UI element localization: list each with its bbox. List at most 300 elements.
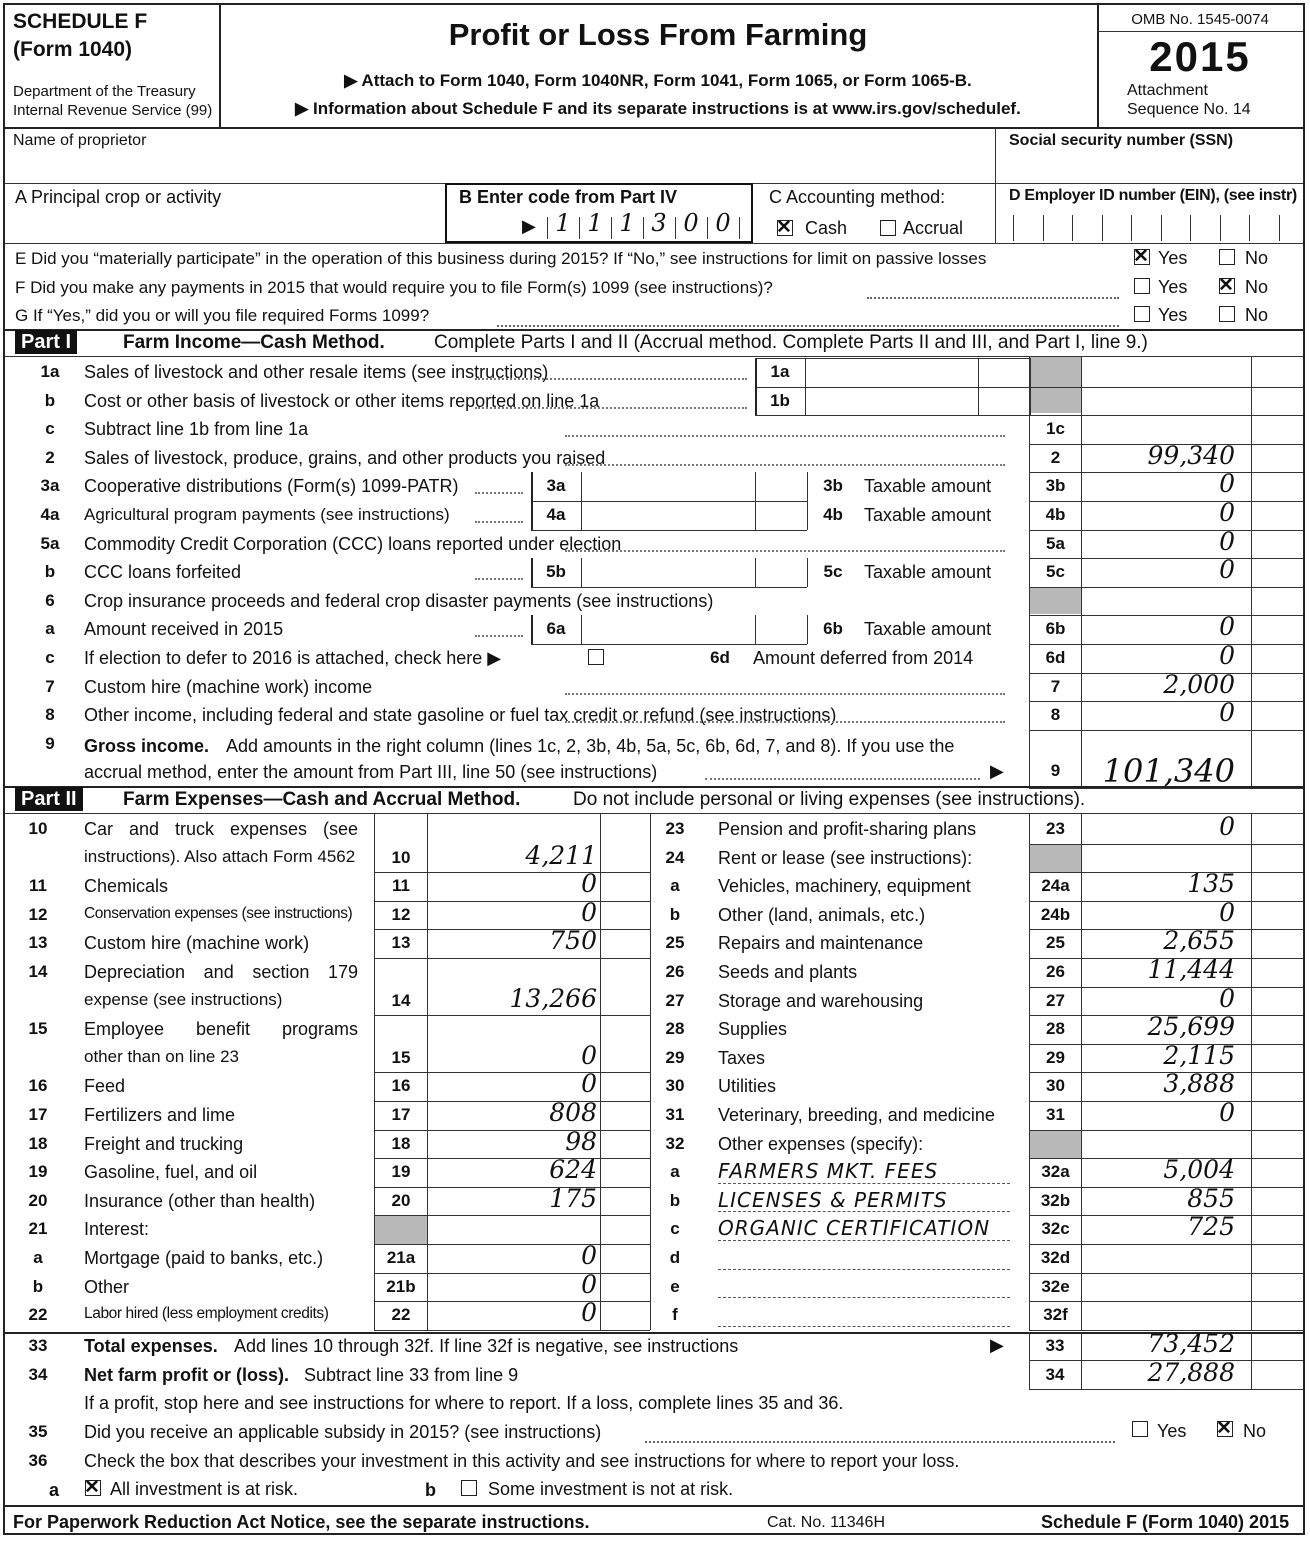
box-label: 18 (391, 1133, 411, 1153)
f-yes-checkbox[interactable] (1134, 278, 1150, 294)
other-expense-description[interactable]: FARMERS MKT. FEES (718, 1159, 939, 1184)
line-number: 5a (40, 533, 60, 553)
shaded-cell (1030, 357, 1081, 413)
divider (755, 558, 756, 587)
leader-dots (475, 521, 523, 523)
divider (805, 387, 806, 416)
other-expense-description[interactable]: ORGANIC CERTIFICATION (718, 1216, 991, 1241)
line-text: Gasoline, fuel, and oil (84, 1162, 258, 1183)
line-number: 2 (45, 447, 55, 467)
divider (1190, 215, 1191, 241)
divider (531, 587, 807, 588)
divider (755, 501, 756, 530)
line-text: Rent or lease (see instructions): (718, 847, 973, 868)
line-text: Agricultural program payments (see instructions) (84, 505, 450, 524)
box-label: 11 (392, 876, 410, 896)
box-label: 30 (1046, 1076, 1065, 1096)
box-label: 27 (1046, 990, 1065, 1010)
leader-dots (565, 693, 1005, 695)
sub-line-text: Amount deferred from 2014 (753, 648, 974, 668)
divider (755, 472, 756, 501)
line-number: 25 (665, 933, 685, 953)
divider (1030, 387, 1031, 416)
line-text: Sales of livestock, produce, grains, and other products you raised (84, 447, 606, 468)
box-label: 14 (391, 990, 411, 1010)
divider (1029, 1332, 1030, 1389)
line-number: 33 (28, 1336, 48, 1355)
line-text: Custom hire (machine work) income (84, 676, 373, 697)
line-number: 4a (40, 505, 60, 524)
shaded-cell (1030, 845, 1081, 873)
line-number: 7 (45, 676, 55, 696)
line-9-amount[interactable]: 101,340 (1102, 751, 1235, 790)
shaded-cell (1030, 1131, 1081, 1159)
e-no-checkbox[interactable] (1219, 249, 1235, 265)
divider (374, 1330, 650, 1331)
line-34-bold: Net farm profit or (loss). (84, 1365, 290, 1385)
line-number: 12 (28, 904, 48, 924)
principal-crop-field[interactable] (5, 210, 441, 240)
divider (531, 501, 807, 502)
line-35-no-checkbox[interactable] (1217, 1421, 1233, 1437)
some-not-at-risk-checkbox[interactable] (461, 1480, 477, 1496)
part1-title: Farm Income—Cash Method. (123, 332, 385, 353)
line-24b-amount[interactable]: 0 (1219, 897, 1235, 927)
line-23-amount[interactable]: 0 (1219, 812, 1235, 841)
box-label: 16 (391, 1076, 411, 1096)
line-number: 18 (28, 1133, 48, 1153)
sequence-number: Sequence No. 14 (1127, 101, 1251, 118)
box-label: 25 (1046, 933, 1065, 953)
line-9-text-2: accrual method, enter the amount from Part III, line 50 (see instructions) (84, 761, 658, 782)
sub-line-number: 3b (823, 476, 843, 496)
right-box-label: 5c (1046, 562, 1065, 582)
leader-dots (867, 297, 1119, 299)
g-yes-checkbox[interactable] (1134, 306, 1150, 322)
other-expense-description[interactable]: LICENSES & PERMITS (718, 1187, 948, 1212)
line-text: Other (84, 1276, 130, 1297)
line-5a-amount[interactable]: 0 (1219, 526, 1235, 556)
ssn-field[interactable] (997, 151, 1303, 183)
line-text: Veterinary, breeding, and medicine (718, 1105, 995, 1125)
line-20-amount[interactable]: 175 (549, 1183, 597, 1213)
defer-election-checkbox[interactable] (588, 649, 604, 665)
line-14-amount[interactable]: 13,266 (509, 983, 597, 1013)
line-number: 14 (28, 962, 48, 981)
catalog-number: Cat. No. 11346H (767, 1514, 885, 1531)
divider (1251, 356, 1252, 786)
divider (581, 615, 582, 644)
line-6b-amount[interactable]: 0 (1219, 612, 1235, 642)
line-number: 24 (665, 847, 685, 867)
divider (1097, 31, 1305, 32)
right-box-label: 4b (1045, 505, 1066, 524)
leader-dots (705, 778, 980, 780)
divider (1029, 730, 1305, 731)
no-label: No (1245, 248, 1269, 268)
right-box-label: 6d (1045, 648, 1066, 667)
part2-title: Farm Expenses—Cash and Accrual Method. (123, 789, 521, 810)
line-number: 17 (28, 1105, 48, 1124)
line-number: 31 (665, 1105, 685, 1124)
line-27-amount[interactable]: 0 (1219, 983, 1235, 1013)
line-number: b (32, 1276, 44, 1296)
leader-dots (475, 635, 523, 637)
divider (805, 358, 806, 387)
line-number: 35 (28, 1422, 48, 1441)
line-text: Chemicals (84, 876, 169, 897)
attach-instruction: ▶ Attach to Form 1040, Form 1040NR, Form 1041, Form 1065, or Form 1065-B. (344, 71, 972, 90)
right-box-label: 5a (1046, 533, 1065, 553)
line-28-amount[interactable]: 25,699 (1147, 1012, 1235, 1042)
line-33-bold: Total expenses. (84, 1336, 218, 1356)
line-number: 10 (28, 819, 48, 838)
divider (5, 356, 1305, 357)
line-text: Repairs and maintenance (718, 933, 924, 954)
divider (5, 1505, 1305, 1507)
divider (755, 358, 1030, 359)
divider (5, 243, 1305, 244)
box-label: 29 (1046, 1047, 1065, 1067)
entry-box-label: 1b (770, 390, 790, 410)
line-number: 36 (28, 1451, 48, 1470)
box-label: 20 (391, 1190, 411, 1210)
line-text-2: instructions). Also attach Form 4562 (84, 846, 356, 866)
line-34-continuation: If a profit, stop here and see instructions for where to report. If a loss, complete lines 35 and 36. (84, 1393, 844, 1413)
code-digit[interactable]: 1 (555, 209, 571, 237)
line-number: c (45, 419, 55, 439)
f-no-checkbox[interactable] (1219, 278, 1235, 294)
divider (1251, 813, 1252, 1330)
leader-dots (565, 435, 1005, 437)
line-9-text: Add amounts in the right column (lines 1c, 2, 3b, 4b, 5a, 5c, 6b, 6d, 7, and 8). If you use the (226, 735, 955, 756)
box-label: 26 (1046, 962, 1065, 981)
line-text: If election to defer to 2016 is attached, check here ▶ (84, 648, 502, 668)
line-10-amount[interactable]: 4,211 (525, 840, 597, 870)
line-text: Crop insurance proceeds and federal crop disaster payments (see instructions) (84, 590, 714, 611)
line-number: 1a (40, 362, 60, 381)
line-2-amount[interactable]: 99,340 (1147, 440, 1235, 470)
line-number: e (670, 1276, 680, 1296)
all-at-risk-label: All investment is at risk. (110, 1479, 299, 1499)
divider (1249, 215, 1250, 241)
line-number: 16 (28, 1076, 48, 1096)
line-5b-field[interactable] (583, 560, 753, 585)
code-label: B Enter code from Part IV (459, 187, 678, 207)
code-digit[interactable]: 3 (651, 209, 667, 237)
line-number: 9 (45, 733, 55, 753)
line-number: c (670, 1219, 680, 1239)
info-instruction: ▶ Information about Schedule F and its separate instructions is at www.irs.gov/schedulef. (295, 99, 1021, 118)
divider (581, 558, 582, 587)
box-label: 32f (1043, 1305, 1068, 1325)
line-18-amount[interactable]: 98 (565, 1126, 597, 1156)
line-number: 26 (665, 962, 685, 981)
line-6a-field[interactable] (583, 617, 753, 642)
box-label: 32d (1040, 1248, 1071, 1267)
yes-label: Yes (1157, 1421, 1187, 1441)
line-text: Supplies (718, 1019, 788, 1040)
line-34-box: 34 (1045, 1365, 1065, 1384)
line-8-amount[interactable]: 0 (1219, 698, 1235, 728)
line-16-amount[interactable]: 0 (581, 1069, 597, 1099)
divider (531, 530, 807, 531)
box-label: 22 (391, 1305, 411, 1325)
line-text: Commodity Credit Corporation (CCC) loans reported under election (84, 533, 622, 554)
name-field[interactable] (5, 131, 993, 183)
line-1b-field[interactable] (807, 389, 976, 414)
line-text: Seeds and plants (718, 962, 858, 982)
divider (755, 615, 756, 644)
divider (374, 958, 650, 959)
entry-box-label: 4a (546, 505, 566, 524)
code-digit[interactable]: 0 (683, 209, 699, 237)
no-label: No (1243, 1421, 1267, 1441)
box-label: 32b (1040, 1190, 1071, 1210)
line-text: Depreciation and section 179 (84, 962, 358, 982)
schedule-title: SCHEDULE F (13, 10, 148, 33)
divider (1081, 1332, 1082, 1389)
leader-dots (565, 550, 1005, 552)
e-yes-checkbox[interactable] (1134, 249, 1150, 265)
g-no-checkbox[interactable] (1219, 306, 1235, 322)
yes-label: Yes (1158, 248, 1188, 268)
right-box-label: 3b (1045, 476, 1066, 496)
line-text: Other expenses (specify): (718, 1133, 924, 1154)
part2-description: Do not include personal or living expenses (see instructions). (573, 789, 1086, 810)
all-at-risk-checkbox[interactable] (85, 1480, 101, 1496)
sub-line-text: Taxable amount (864, 619, 992, 640)
line-text: Vehicles, machinery, equipment (718, 876, 971, 897)
question-g: G If “Yes,” did you or will you file required Forms 1099? (15, 306, 430, 325)
line-number: 3a (40, 476, 60, 496)
line-22-amount[interactable]: 0 (581, 1298, 597, 1328)
line-number: 22 (28, 1305, 48, 1325)
omb-number: OMB No. 1545-0074 (1131, 11, 1269, 28)
line-32c-amount[interactable]: 725 (1187, 1212, 1235, 1242)
leader-dots (645, 1441, 1115, 1443)
question-f: F Did you make any payments in 2015 that would require you to file Form(s) 1099 (see instructions)? (15, 278, 773, 297)
divider (1029, 587, 1305, 588)
line-text: Other (land, animals, etc.) (718, 904, 926, 925)
box-label: 24b (1040, 904, 1071, 924)
accrual-checkbox[interactable] (880, 220, 896, 236)
line-33-box: 33 (1045, 1336, 1065, 1355)
line-number: f (672, 1305, 678, 1325)
divider (1029, 387, 1305, 388)
divider (718, 1326, 1010, 1327)
line-number: 19 (28, 1162, 48, 1182)
line-text: Interest: (84, 1219, 150, 1240)
right-box-label: 8 (1050, 705, 1061, 725)
line-35-yes-checkbox[interactable] (1132, 1421, 1148, 1437)
divider (1161, 215, 1162, 241)
sub-line-text: Taxable amount (864, 562, 992, 583)
line-19-amount[interactable]: 624 (549, 1155, 597, 1185)
line-26-amount[interactable]: 11,444 (1147, 955, 1235, 984)
box-label: 13 (391, 933, 411, 953)
line-24a-amount[interactable]: 135 (1187, 869, 1235, 899)
arrow-icon: ▶ (990, 760, 1004, 781)
line-text: Utilities (718, 1076, 777, 1097)
right-box-label: 7 (1050, 676, 1061, 696)
box-label: 32a (1041, 1162, 1070, 1182)
code-digit[interactable]: 1 (619, 209, 635, 237)
divider (1029, 1273, 1305, 1274)
shaded-cell (375, 1216, 427, 1244)
line-number: a (45, 619, 55, 639)
line-12-amount[interactable]: 0 (581, 897, 597, 927)
shaded-cell (1030, 587, 1081, 614)
principal-crop-label: A Principal crop or activity (15, 187, 222, 207)
box-label: 21b (386, 1276, 416, 1296)
line-25-amount[interactable]: 2,655 (1163, 926, 1235, 956)
divider (995, 127, 996, 243)
line-31-amount[interactable]: 0 (1219, 1098, 1235, 1127)
entry-box-label: 3a (546, 476, 566, 496)
divider (718, 1211, 1010, 1212)
line-text: Amount received in 2015 (84, 619, 284, 640)
sub-line-number: 6b (823, 619, 843, 639)
line-3b-amount[interactable]: 0 (1219, 469, 1235, 499)
attachment-label: Attachment (1127, 82, 1208, 99)
line-number: 29 (665, 1047, 685, 1067)
sub-line-text: Taxable amount (864, 476, 992, 497)
yes-label: Yes (1158, 277, 1188, 297)
right-box-label: 2 (1050, 447, 1061, 467)
divider (739, 217, 740, 239)
line-number: a (670, 876, 680, 896)
leader-dots (475, 492, 523, 494)
yes-label: Yes (1158, 305, 1188, 325)
line-number: 32 (665, 1133, 685, 1153)
line-number: b (669, 1190, 681, 1210)
box-label: 10 (391, 847, 411, 867)
line-number: 23 (665, 819, 685, 838)
divider (1013, 215, 1014, 241)
divider (1043, 215, 1044, 241)
dept-label: Department of the Treasury (13, 83, 196, 100)
line-32b-amount[interactable]: 855 (1187, 1183, 1235, 1213)
line-number: 30 (665, 1076, 685, 1096)
divider (427, 813, 428, 1330)
line-29-amount[interactable]: 2,115 (1163, 1040, 1235, 1070)
cash-checkbox[interactable] (777, 220, 793, 236)
box-label: 23 (1046, 819, 1065, 838)
line-text: Fertilizers and lime (84, 1105, 236, 1125)
divider (1081, 813, 1082, 1330)
tax-year: 2015 (1149, 33, 1251, 80)
entry-box-label: 1a (770, 362, 790, 381)
divider (1251, 1332, 1252, 1389)
divider (374, 1015, 650, 1016)
leader-dots (475, 378, 747, 380)
line-9-bold: Gross income. (84, 735, 210, 756)
box-label: 31 (1046, 1105, 1065, 1124)
line-number: a (33, 1248, 43, 1267)
line-text: Other income, including federal and state gasoline or fuel tax credit or refund (see instructions) (84, 705, 837, 726)
line-text: Conservation expenses (see instructions) (84, 904, 353, 922)
footer-form-name: Schedule F (Form 1040) 2015 (1041, 1512, 1290, 1532)
line-7-amount[interactable]: 2,000 (1163, 669, 1235, 699)
divider (600, 813, 601, 1330)
line-21b-amount[interactable]: 0 (581, 1269, 597, 1299)
box-label: 12 (391, 904, 411, 924)
box-label: 19 (391, 1162, 411, 1182)
line-number: 15 (28, 1019, 48, 1039)
line-21a-amount[interactable]: 0 (581, 1241, 597, 1270)
box-label: 32e (1041, 1276, 1070, 1296)
entry-box-label: 5b (546, 562, 566, 582)
divider (581, 501, 582, 530)
divider (718, 1183, 1010, 1184)
divider (1029, 1244, 1305, 1245)
right-box-label: 9 (1050, 760, 1061, 780)
line-number: 8 (45, 705, 55, 725)
divider (5, 786, 1305, 788)
line-3a-field[interactable] (583, 474, 753, 499)
line-11-amount[interactable]: 0 (581, 869, 597, 899)
divider (718, 1240, 1010, 1241)
code-arrow: ▶ (522, 216, 536, 236)
schedule-f-form (3, 3, 1305, 1535)
line-number: a (670, 1162, 680, 1182)
code-digit[interactable]: 1 (587, 209, 603, 237)
divider (978, 358, 979, 387)
sub-line-number: 5c (823, 562, 843, 582)
line-number: 6 (45, 590, 55, 610)
line-36b-letter: b (425, 1480, 436, 1500)
box-label: 28 (1046, 1019, 1065, 1039)
line-text: Sales of livestock and other resale items (see instructions) (84, 362, 549, 382)
line-number: 11 (29, 876, 47, 896)
line-13-amount[interactable]: 750 (549, 926, 597, 956)
leader-dots (565, 464, 1005, 466)
line-4b-amount[interactable]: 0 (1219, 498, 1235, 527)
line-33-amount[interactable]: 73,452 (1147, 1329, 1235, 1358)
no-label: No (1245, 277, 1269, 297)
divider (1279, 215, 1280, 241)
divider (1081, 356, 1082, 786)
irs-label: Internal Revenue Service (99) (13, 102, 213, 119)
line-6d-amount[interactable]: 0 (1219, 641, 1235, 670)
line-34-amount[interactable]: 27,888 (1147, 1358, 1235, 1387)
line-text: Mortgage (paid to banks, etc.) (84, 1248, 324, 1268)
box-label: 15 (391, 1047, 411, 1067)
cash-label: Cash (805, 218, 848, 238)
line-5c-amount[interactable]: 0 (1219, 555, 1235, 585)
line-number: b (669, 904, 681, 924)
divider (1131, 215, 1132, 241)
line-text: Custom hire (machine work) (84, 933, 310, 954)
line-36-text: Check the box that describes your investment in this activity and see instructions for where to report your loss. (84, 1451, 960, 1471)
part1-description: Complete Parts I and II (Accrual method. Complete Parts II and III, and Part I, line 9.) (434, 332, 1148, 353)
sub-line-number: 6d (710, 648, 730, 667)
code-digit[interactable]: 0 (715, 209, 731, 237)
line-32a-amount[interactable]: 5,004 (1163, 1155, 1235, 1185)
divider (1029, 1389, 1305, 1390)
divider (755, 387, 1030, 388)
line-4a-field[interactable] (583, 503, 753, 528)
line-30-amount[interactable]: 3,888 (1163, 1069, 1235, 1099)
box-label: 24a (1041, 876, 1070, 896)
line-15-amount[interactable]: 0 (581, 1040, 597, 1070)
line-17-amount[interactable]: 808 (549, 1098, 597, 1127)
line-1a-field[interactable] (807, 360, 976, 385)
form-title: Profit or Loss From Farming (448, 17, 868, 52)
divider (1029, 1301, 1305, 1302)
right-box-label: 1c (1046, 419, 1065, 439)
